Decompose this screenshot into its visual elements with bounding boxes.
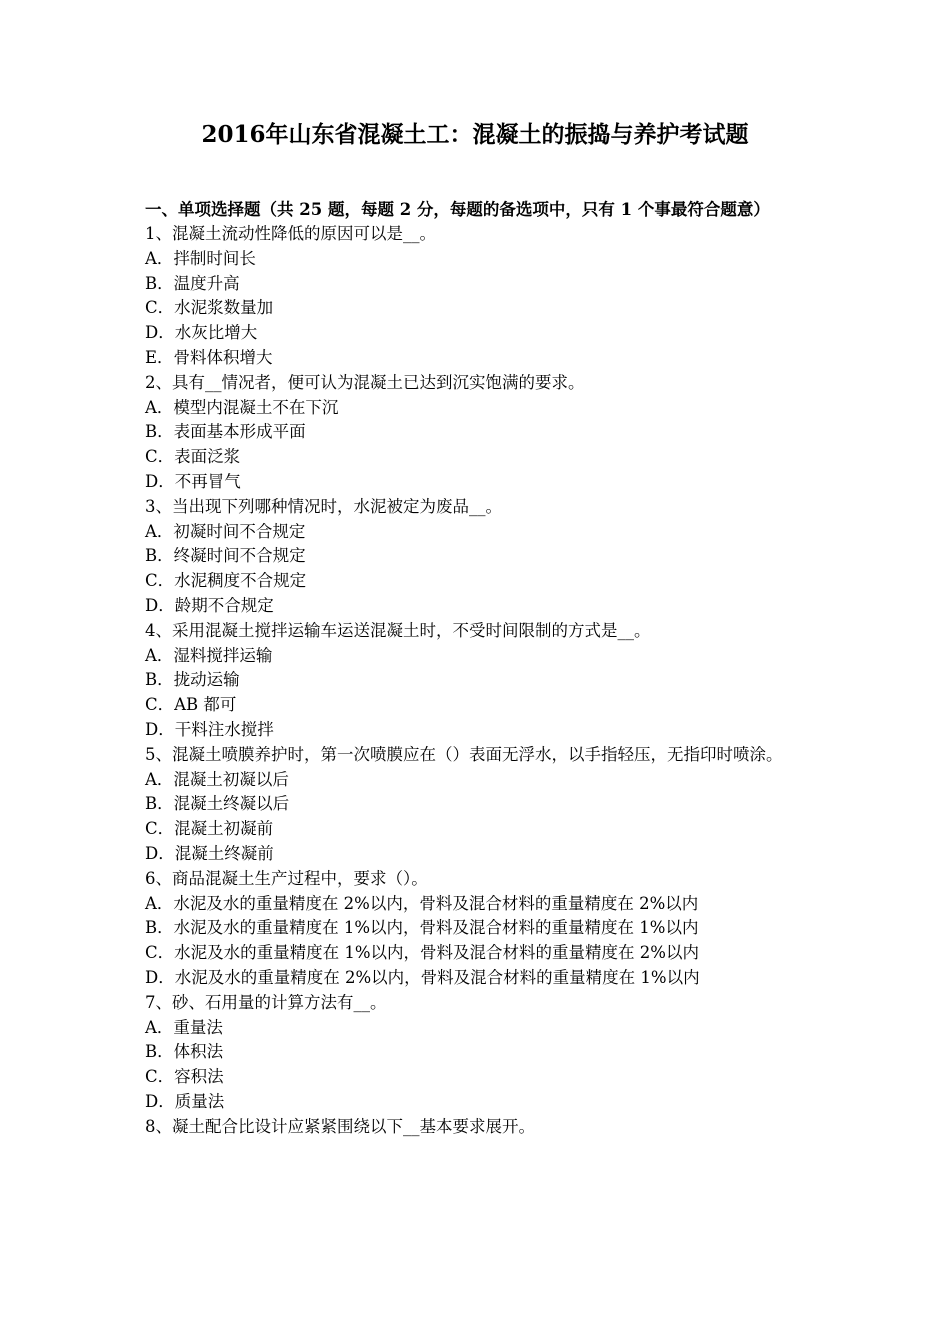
question-stem-5: 5、混凝土喷膜养护时，第一次喷膜应在（）表面无浮水，以手指轻压，无指印时喷涂。 — [145, 744, 783, 764]
option-2d: D．不再冒气 — [145, 471, 241, 491]
option-5d: D．混凝土终凝前 — [145, 843, 274, 863]
option-7c: C．容积法 — [145, 1067, 224, 1087]
option-2c: C．表面泛浆 — [145, 447, 241, 467]
option-7b: B．体积法 — [145, 1042, 224, 1062]
option-2a: A．模型内混凝土不在下沉 — [145, 397, 339, 417]
option-5b: B．混凝土终凝以后 — [145, 794, 290, 814]
question-stem-8: 8、凝土配合比设计应紧紧围绕以下__基本要求展开。 — [145, 1116, 535, 1136]
question-list — [145, 198, 810, 1139]
question-stem-3: 3、当出现下列哪种情况时，水泥被定为废品__。 — [145, 496, 502, 516]
option-3d: D．龄期不合规定 — [145, 595, 274, 615]
option-7a: A．重量法 — [145, 1017, 223, 1037]
option-7d: D．质量法 — [145, 1091, 225, 1111]
option-2b: B．表面基本形成平面 — [145, 422, 306, 442]
option-3a: A．初凝时间不合规定 — [145, 521, 306, 541]
option-4b: B．拢动运输 — [145, 670, 240, 690]
option-1d: D．水灰比增大 — [145, 323, 258, 343]
option-6a: A．水泥及水的重量精度在 2%以内，骨料及混合材料的重量精度在 2%以内 — [145, 893, 699, 913]
option-1c: C．水泥浆数量加 — [145, 298, 274, 318]
option-6b: B．水泥及水的重量精度在 1%以内，骨料及混合材料的重量精度在 1%以内 — [145, 918, 699, 938]
option-4c: C．AB 都可 — [145, 695, 237, 715]
option-3c: C．水泥稠度不合规定 — [145, 571, 307, 591]
section-header: 一、单项选择题（共 25 题，每题 2 分，每题的备选项中，只有 1 个事最符合题意） — [145, 200, 770, 219]
option-4a: A．湿料搅拌运输 — [145, 645, 273, 665]
option-1b: B．温度升高 — [145, 273, 240, 293]
page-title: 2016年山东省混凝土工：混凝土的振捣与养护考试题 — [201, 121, 749, 148]
option-6d: D．水泥及水的重量精度在 2%以内，骨料及混合材料的重量精度在 1%以内 — [145, 967, 700, 987]
option-1a: A．拌制时间长 — [145, 248, 256, 268]
question-stem-2: 2、具有__情况者，便可认为混凝土已达到沉实饱满的要求。 — [145, 372, 585, 392]
question-stem-6: 6、商品混凝土生产过程中，要求（）。 — [145, 868, 428, 888]
question-stem-4: 4、采用混凝土搅拌运输车运送混凝土时，不受时间限制的方式是__。 — [145, 620, 651, 640]
question-stem-7: 7、砂、石用量的计算方法有__。 — [145, 992, 387, 1012]
option-6c: C．水泥及水的重量精度在 1%以内，骨料及混合材料的重量精度在 2%以内 — [145, 943, 699, 963]
option-1e: E．骨料体积增大 — [145, 347, 273, 367]
question-stem-1: 1、混凝土流动性降低的原因可以是__。 — [145, 224, 436, 243]
option-4d: D．干料注水搅拌 — [145, 719, 274, 739]
option-3b: B．终凝时间不合规定 — [145, 546, 306, 566]
option-5c: C．混凝土初凝前 — [145, 819, 274, 839]
option-5a: A．混凝土初凝以后 — [145, 769, 289, 789]
